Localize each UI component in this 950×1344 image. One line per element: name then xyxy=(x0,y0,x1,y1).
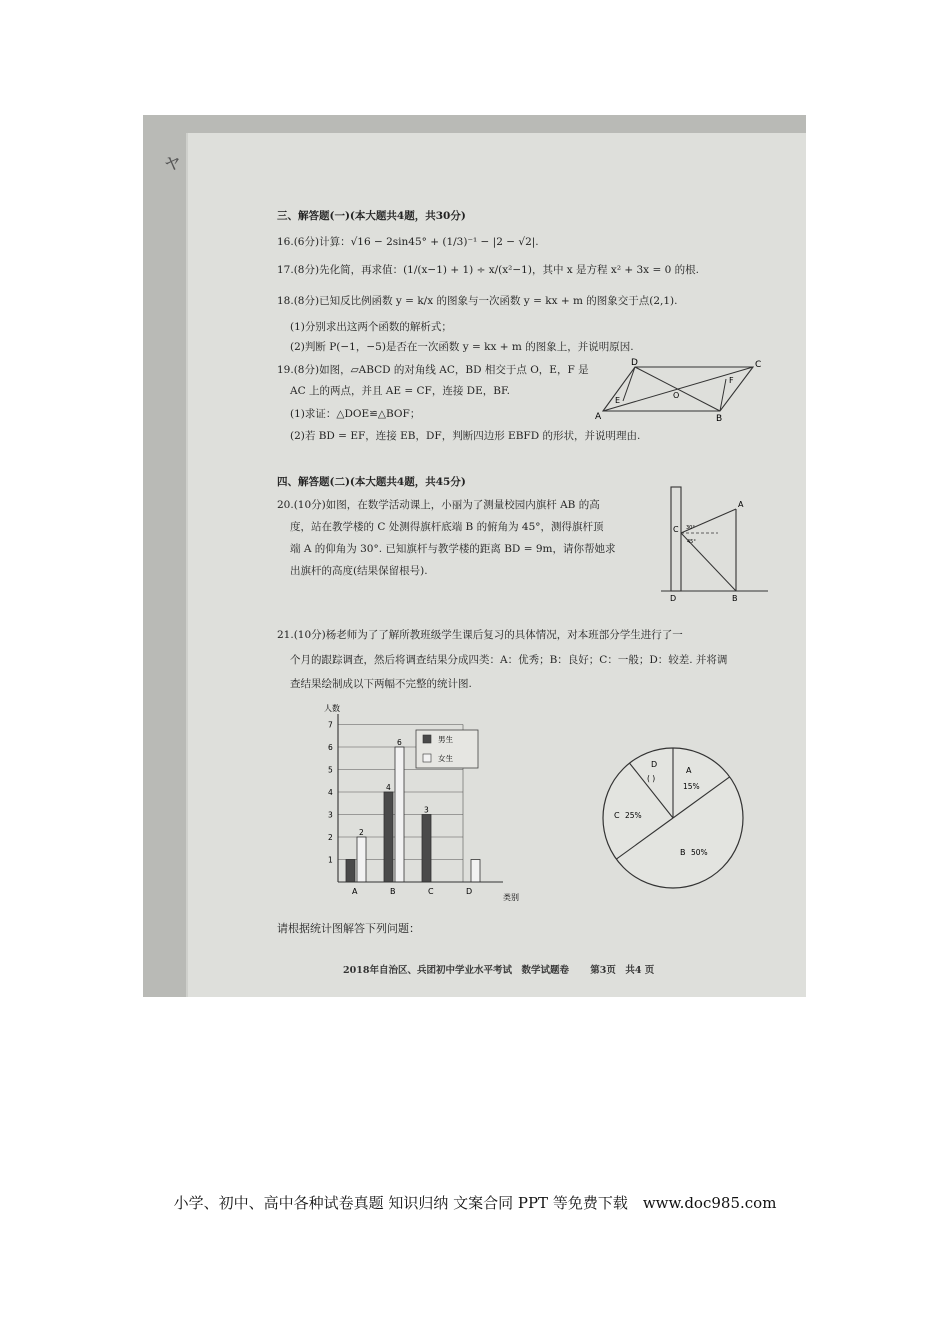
bar-girls xyxy=(395,747,404,882)
question-20-line2: 度，站在教学楼的 C 处测得旗杆底端 B 的俯角为 45°，测得旗杆顶 xyxy=(290,521,604,533)
question-19-line1: 19.(8分)如图，▱ABCD 的对角线 AC，BD 相交于点 O，E，F 是 xyxy=(277,364,589,376)
question-18: 18.(8分)已知反比例函数 y = k/x 的图象与一次函数 y = kx + m 的图象交于点(2,1). xyxy=(277,295,678,307)
pie-label-b: B xyxy=(680,848,686,857)
bar-data-label: 4 xyxy=(386,783,391,792)
pie-chart xyxy=(598,743,748,893)
pie-label-d: D xyxy=(651,760,658,769)
pie-value-a: 15% xyxy=(683,782,700,791)
question-21-line3: 查结果绘制成以下两幅不完整的统计图. xyxy=(290,678,472,690)
question-21-line1: 21.(10分)杨老师为了了解所教班级学生课后复习的具体情况，对本班部分学生进行了一 xyxy=(277,629,683,641)
pie-value-d: ( ) xyxy=(647,774,656,783)
fig20-label-a: A xyxy=(738,500,744,509)
section3-header: 三、解答题(一)(本大题共4题，共30分) xyxy=(277,210,466,222)
fig20-label-c: C xyxy=(673,525,679,534)
bar-y-tick-label: 1 xyxy=(328,855,333,865)
fig19-label-a: A xyxy=(595,412,602,422)
exam-footer-page: 第3页 共4 页 xyxy=(590,965,655,976)
bar-chart-xlabel: 类别 xyxy=(503,893,519,902)
bar-y-tick-label: 6 xyxy=(328,743,333,752)
question-21-line2: 个月的跟踪调查，然后将调查结果分成四类：A：优秀；B：良好；C：一般；D：较差. 并将调 xyxy=(290,654,728,666)
bar-data-label: 3 xyxy=(424,805,429,815)
exam-footer xyxy=(343,962,654,976)
fig19-label-o: O xyxy=(673,391,680,400)
question-21-prompt: 请根据统计图解答下列问题： xyxy=(277,922,420,935)
question-18-part2: (2)判断 P(−1，−5)是否在一次函数 y = kx + m 的图象上，并说明原因. xyxy=(290,341,634,353)
bar-category-label: D xyxy=(466,887,473,896)
bar-category-label: A xyxy=(352,887,358,896)
bar-chart-legend xyxy=(416,730,478,768)
question-17: 17.(8分)先化简，再求值：(1/(x−1) + 1) ÷ x/(x²−1)，其中 x 是方程 x² + 3x = 0 的根. xyxy=(277,264,699,276)
bar-y-tick-label: 7 xyxy=(328,720,333,730)
legend-swatch-girls xyxy=(423,754,431,762)
fig19-label-d: D xyxy=(631,358,638,368)
question-20-line1: 20.(10分)如图，在数学活动课上，小丽为了测量校园内旗杆 AB 的高 xyxy=(277,499,600,511)
figure-19-parallelogram xyxy=(595,355,765,425)
figure-20-flagpole xyxy=(656,483,776,603)
bar-data-label: 2 xyxy=(359,828,364,837)
question-20-line3: 端 A 的仰角为 30°. 已知旗杆与教学楼的距离 BD = 9m，请你帮她求 xyxy=(290,543,616,555)
bar-boys xyxy=(422,815,431,883)
bar-girls xyxy=(471,860,480,883)
fig20-label-b: B xyxy=(732,594,738,603)
fig19-label-c: C xyxy=(755,360,762,370)
legend-swatch-boys xyxy=(423,735,431,743)
bar-chart-ylabel: 人数 xyxy=(324,704,340,713)
section4-header: 四、解答题(二)(本大题共4题，共45分) xyxy=(277,476,466,488)
fig20-angle-45: 45° xyxy=(687,539,696,545)
bar-category-label: B xyxy=(390,887,396,896)
fig19-label-f: F xyxy=(729,376,734,385)
scanned-photo xyxy=(143,115,806,997)
fig19-label-e: E xyxy=(615,396,621,405)
bar-chart xyxy=(308,700,533,910)
question-19-part2: (2)若 BD = EF，连接 EB，DF，判断四边形 EBFD 的形状，并说明理由. xyxy=(290,430,641,442)
bar-boys xyxy=(384,792,393,882)
question-19-line2: AC 上的两点，并且 AE = CF，连接 DE，BF. xyxy=(290,385,510,397)
fig20-angle-30: 30° xyxy=(686,525,695,531)
bar-category-label: C xyxy=(428,887,434,896)
bar-y-tick-label: 2 xyxy=(328,833,333,842)
pie-label-a: A xyxy=(686,766,692,775)
bar-boys xyxy=(346,860,355,883)
fig19-label-b: B xyxy=(716,414,723,424)
bar-y-tick-label: 5 xyxy=(328,765,333,775)
question-18-part1: (1)分别求出这两个函数的解析式； xyxy=(290,321,452,333)
pie-value-b: 50% xyxy=(691,848,708,857)
bar-data-label: 6 xyxy=(397,738,402,747)
fig20-label-d: D xyxy=(670,594,677,603)
bar-y-tick-label: 3 xyxy=(328,810,333,820)
exam-footer-title: 2018年自治区、兵团初中学业水平考试 数学试题卷 xyxy=(343,965,569,976)
pie-label-c: C xyxy=(614,811,620,820)
legend-label-boys: 男生 xyxy=(438,735,453,744)
bar-girls xyxy=(357,837,366,882)
download-caption: 小学、初中、高中各种试卷真题 知识归纳 文案合同 PPT 等免费下载 www.doc985.com xyxy=(173,1194,777,1212)
scribble-mark: ャ xyxy=(159,148,186,177)
pie-value-c: 25% xyxy=(625,811,642,820)
question-19-part1: (1)求证：△DOE≌△BOF； xyxy=(290,408,421,420)
bar-y-tick-label: 4 xyxy=(328,788,333,797)
legend-label-girls: 女生 xyxy=(438,754,453,763)
question-16: 16.(6分)计算：√16 − 2sin45° + (1/3)⁻¹ − |2 − √2|. xyxy=(277,236,539,248)
question-20-line4: 出旗杆的高度(结果保留根号). xyxy=(290,565,428,577)
